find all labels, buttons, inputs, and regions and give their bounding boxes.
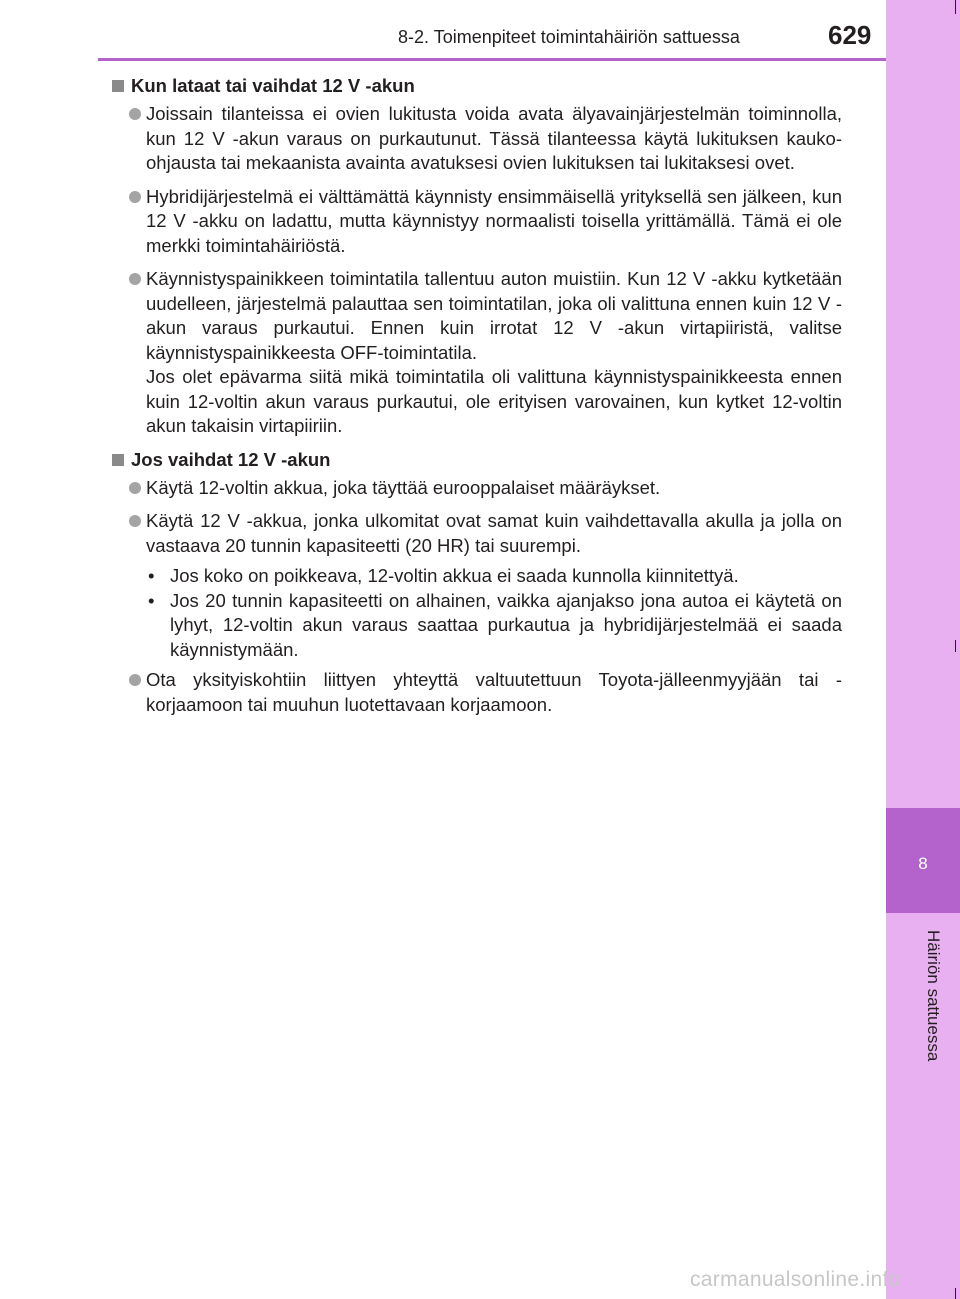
dot-bullet-icon: • — [148, 589, 155, 611]
square-bullet-icon — [112, 80, 124, 92]
list-item: Käytä 12 V -akkua, jonka ulkomitat ovat samat kuin vaihdettavalla akulla ja jolla on vastaava 20 tunnin kapasiteetti (20 HR) tai suurempi. — [112, 509, 842, 558]
circle-bullet-icon — [129, 515, 141, 527]
chapter-side-tab — [886, 0, 960, 1299]
square-bullet-icon — [112, 454, 124, 466]
header-rule — [98, 58, 886, 61]
crop-mark-mid — [955, 640, 956, 652]
page-content — [112, 74, 842, 726]
circle-bullet-icon — [129, 108, 141, 120]
chapter-number: 8 — [918, 854, 928, 873]
page-number: 629 — [828, 20, 872, 50]
sub-list-item: • Jos koko on poikkeava, 12-voltin akkua ei saada kunnolla kiinnitettyä. — [112, 564, 842, 589]
watermark: carmanualsonline.info — [690, 1268, 901, 1291]
dot-bullet-icon: • — [148, 565, 155, 586]
list-item: Joissain tilanteissa ei ovien lukitusta voida avata älyavainjärjestelmän toiminnolla, kun 12 V -akun varaus on purkautunut. Tässä tilanteessa käytä lukituksen kauko-ohjausta tai mekaanista avainta avatuksesi ovien lukituksen tai lukitaksesi ovet. — [112, 102, 842, 176]
section-heading: Jos vaihdat 12 V -akun — [112, 448, 842, 472]
section-heading: Kun lataat tai vaihdat 12 V -akun — [112, 74, 842, 98]
crop-mark-top — [955, 0, 956, 14]
sub-list — [112, 564, 842, 662]
sub-list-item: • Jos 20 tunnin kapasiteetti on alhainen, vaikka ajanjakso jona autoa ei käytetä on lyhyt, 12-voltin akun varaus saattaa purkautua ja hybridijärjestelmää ei saada käynnistymään. — [148, 589, 842, 660]
list-item: Käynnistyspainikkeen toimintatila tallentuu auton muistiin. Kun 12 V -akku kytketään uudelleen, järjestelmä palauttaa sen toimintatilan, joka oli valittuna ennen kuin 12 V -akun varaus purkautui. Ennen kuin irrotat 12 V -akun virtapiiristä, valitse käynnistyspainikkeesta OFF-toimintatila. Jos olet epävarma siitä mikä toimintatila oli valittuna käynnistyspainikkeesta ennen kuin 12-voltin akun varaus purkautui, ole erityisen varovainen, kun kytket 12-voltin akun takaisin virtapiiriin. — [112, 267, 842, 439]
circle-bullet-icon — [129, 191, 141, 203]
list-item-continuation: Jos olet epävarma siitä mikä toimintatila oli valittuna käynnistyspainikkeesta ennen kuin 12-voltin akun varaus purkautui, ole erityisen varovainen, kun kytket 12-voltin akun takaisin virtapiiriin. — [146, 366, 842, 436]
list-item: Käytä 12-voltin akkua, joka täyttää eurooppalaiset määräykset. — [112, 476, 842, 501]
section-title: 8-2. Toimenpiteet toimintahäiriön sattuessa — [398, 27, 740, 47]
circle-bullet-icon — [129, 273, 141, 285]
circle-bullet-icon — [129, 674, 141, 686]
chapter-title: Häiriön sattuessa — [924, 930, 943, 1062]
list-item: Hybridijärjestelmä ei välttämättä käynnisty ensimmäisellä yrityksellä sen jälkeen, kun 12 V -akku on ladattu, mutta käynnistyy normaalisti toisella yrittämällä. Tämä ei ole merkki toimintahäiriöstä. — [112, 185, 842, 259]
list-item: Ota yksityiskohtiin liittyen yhteyttä valtuutettuun Toyota-jälleenmyyjään tai -korjaamoon tai muuhun luotettavaan korjaamoon. — [112, 668, 842, 717]
crop-mark-bottom — [955, 1288, 956, 1299]
circle-bullet-icon — [129, 482, 141, 494]
